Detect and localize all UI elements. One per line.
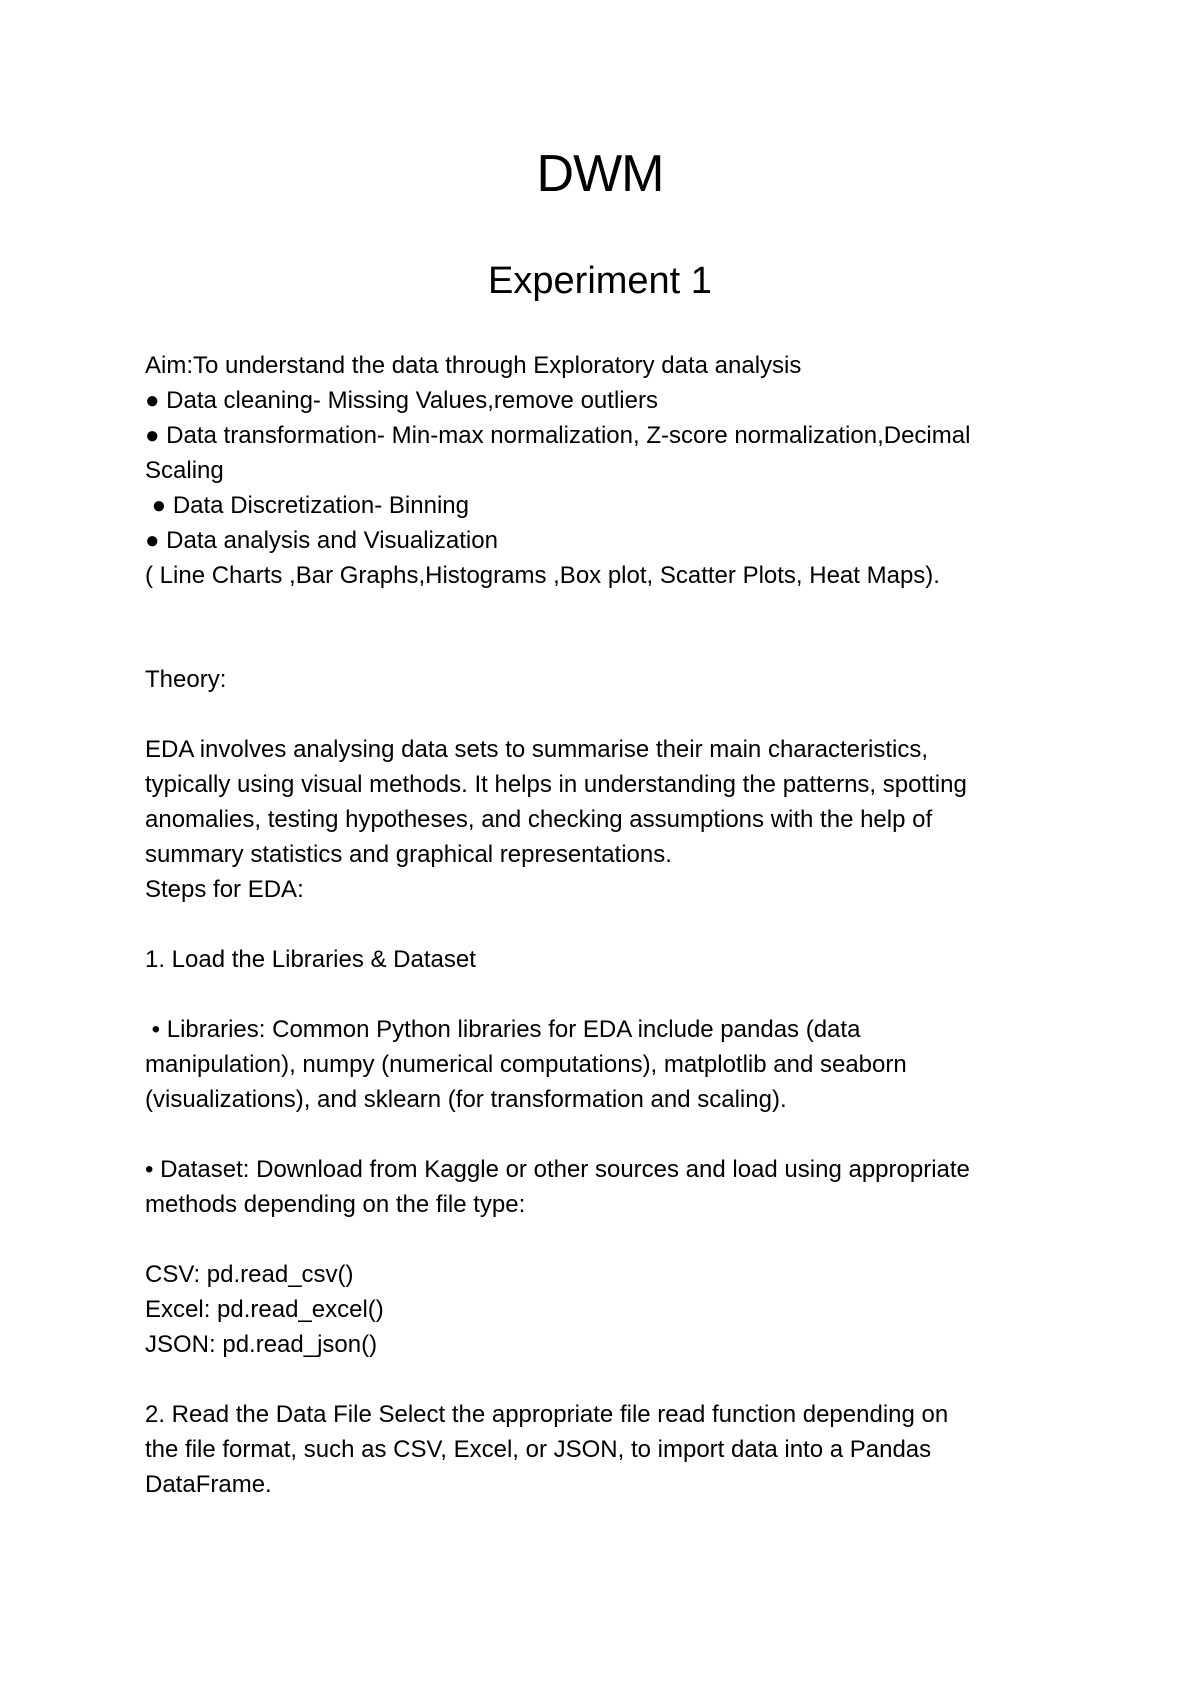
spacer	[145, 1117, 1065, 1152]
aim-bullet: ● Data analysis and Visualization	[145, 527, 498, 554]
aim-heading: Aim:To understand the data through Exploratory data analysis	[145, 352, 802, 379]
theory-paragraph-line: EDA involves analysing data sets to summarise their main characteristics,	[145, 736, 928, 763]
document-title: DWM	[536, 145, 664, 203]
step-1-heading: 1. Load the Libraries & Dataset	[145, 946, 476, 973]
libraries-line: manipulation), numpy (numerical computations), matplotlib and seaborn	[145, 1051, 907, 1078]
aim-bullet-continuation: Scaling	[145, 457, 224, 484]
steps-heading: Steps for EDA:	[145, 876, 304, 903]
libraries-line: • Libraries: Common Python libraries for EDA include pandas (data	[145, 1016, 861, 1043]
theory-section	[145, 662, 1065, 1502]
theory-paragraph-line: summary statistics and graphical representations.	[145, 841, 672, 868]
format-csv: CSV: pd.read_csv()	[145, 1261, 354, 1288]
dataset-line: methods depending on the file type:	[145, 1191, 526, 1218]
step-2-line: the file format, such as CSV, Excel, or JSON, to import data into a Pandas	[145, 1436, 932, 1463]
dataset-line: • Dataset: Download from Kaggle or other sources and load using appropriate	[145, 1156, 970, 1183]
format-json: JSON: pd.read_json()	[145, 1331, 378, 1358]
spacer	[145, 977, 1065, 1012]
aim-bullet: ● Data Discretization- Binning	[145, 492, 469, 519]
spacer	[145, 1362, 1065, 1397]
libraries-line: (visualizations), and sklearn (for transformation and scaling).	[145, 1086, 787, 1113]
format-excel: Excel: pd.read_excel()	[145, 1296, 384, 1323]
theory-heading: Theory:	[145, 666, 227, 693]
theory-paragraph-line: anomalies, testing hypotheses, and checking assumptions with the help of	[145, 806, 933, 833]
theory-paragraph-line: typically using visual methods. It helps in understanding the patterns, spotting	[145, 771, 967, 798]
aim-section	[145, 348, 1065, 593]
spacer	[145, 1222, 1065, 1257]
spacer	[145, 697, 1065, 732]
aim-bullet: ● Data transformation- Min-max normalization, Z-score normalization,Decimal	[145, 422, 971, 449]
document-subtitle: Experiment 1	[488, 260, 712, 302]
step-2-line: DataFrame.	[145, 1471, 272, 1498]
aim-visualization-list: ( Line Charts ,Bar Graphs,Histograms ,Box plot, Scatter Plots, Heat Maps).	[145, 562, 940, 589]
step-2-line: 2. Read the Data File Select the appropriate file read function depending on	[145, 1401, 949, 1428]
aim-bullet: ● Data cleaning- Missing Values,remove outliers	[145, 387, 658, 414]
spacer	[145, 907, 1065, 942]
